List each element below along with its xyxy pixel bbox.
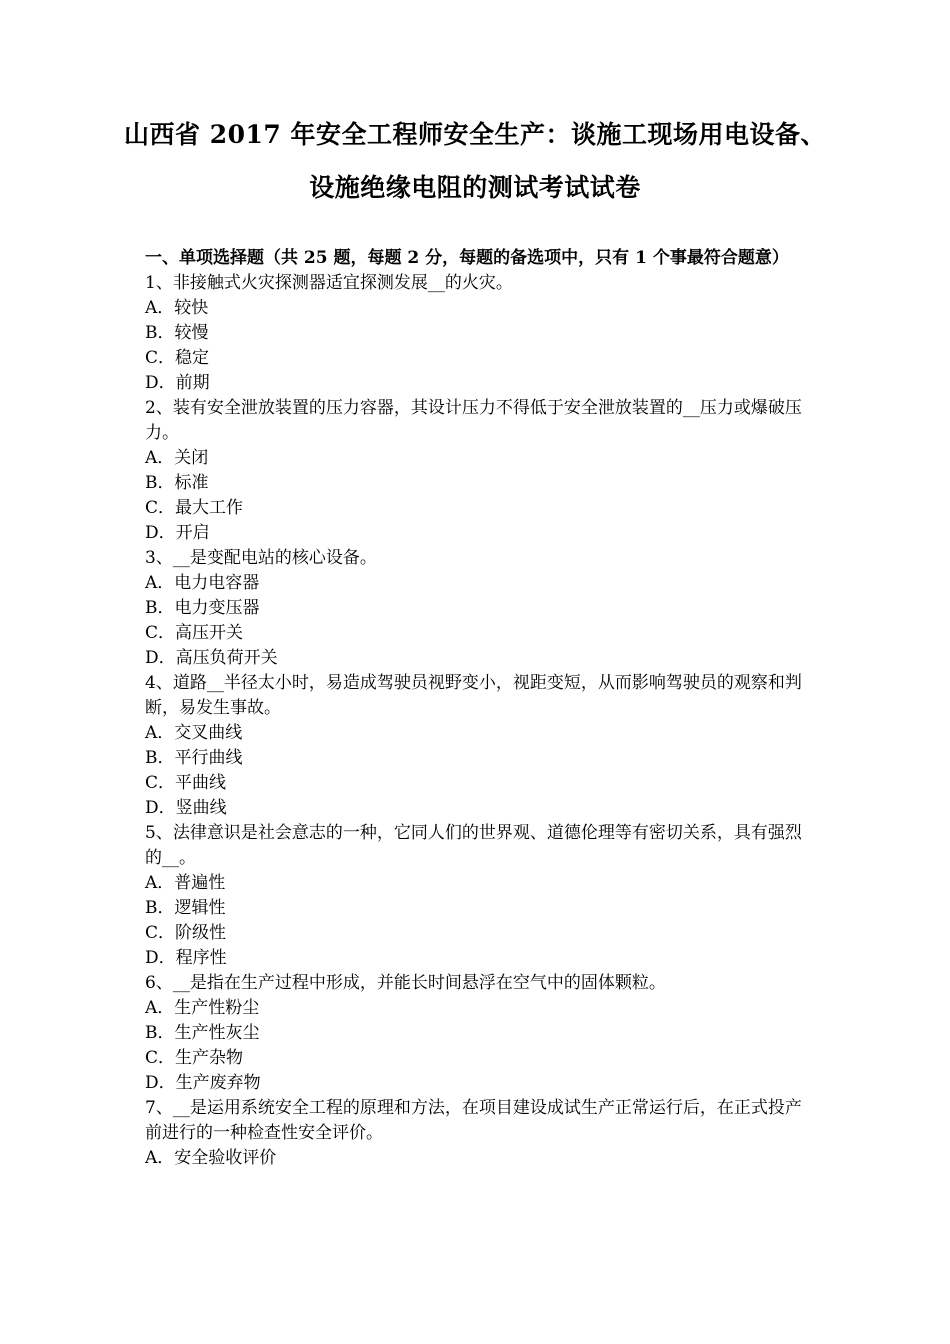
option-d: D．程序性 bbox=[145, 948, 227, 968]
question-5 bbox=[145, 821, 810, 971]
option-b: B．电力变压器 bbox=[145, 598, 260, 618]
option-d: D．开启 bbox=[145, 523, 210, 543]
option-a: A．电力电容器 bbox=[145, 573, 260, 593]
option-b: B．生产性灰尘 bbox=[145, 1023, 260, 1043]
option-d: D．生产废弃物 bbox=[145, 1073, 261, 1093]
question-list bbox=[145, 246, 810, 1171]
option-d: D．竖曲线 bbox=[145, 798, 227, 818]
option-b: B．标准 bbox=[145, 473, 209, 493]
option-c: C．阶级性 bbox=[145, 923, 227, 943]
question-stem: 4、道路__半径太小时，易造成驾驶员视野变小，视距变短，从而影响驾驶员的观察和判断，易发生事故。 bbox=[145, 673, 802, 718]
option-a: A．关闭 bbox=[145, 448, 209, 468]
question-stem: 7、__是运用系统安全工程的原理和方法，在项目建设成试生产正常运行后，在正式投产前进行的一种检查性安全评价。 bbox=[145, 1098, 802, 1143]
document-title-line-1: 山西省 2017 年安全工程师安全生产：谈施工现场用电设备、 bbox=[124, 120, 826, 149]
option-a: A．生产性粉尘 bbox=[145, 998, 260, 1018]
question-stem: 2、装有安全泄放装置的压力容器，其设计压力不得低于安全泄放装置的__压力或爆破压力。 bbox=[145, 398, 802, 443]
option-b: B．逻辑性 bbox=[145, 898, 226, 918]
question-3 bbox=[145, 546, 810, 671]
option-a: A．普遍性 bbox=[145, 873, 226, 893]
option-a: A．交叉曲线 bbox=[145, 723, 243, 743]
question-1 bbox=[145, 271, 810, 396]
question-stem: 3、__是变配电站的核心设备。 bbox=[145, 548, 377, 568]
question-stem: 5、法律意识是社会意志的一种，它同人们的世界观、道德伦理等有密切关系，具有强烈的__。 bbox=[145, 823, 802, 868]
option-c: C．稳定 bbox=[145, 348, 210, 368]
option-c: C．高压开关 bbox=[145, 623, 244, 643]
question-7 bbox=[145, 1096, 810, 1171]
question-6 bbox=[145, 971, 810, 1096]
question-stem: 1、非接触式火灾探测器适宜探测发展__的火灾。 bbox=[145, 273, 513, 293]
option-d: D．高压负荷开关 bbox=[145, 648, 278, 668]
section-heading: 一、单项选择题（共 25 题，每题 2 分，每题的备选项中，只有 1 个事最符合题意） bbox=[145, 248, 789, 268]
question-stem: 6、__是指在生产过程中形成，并能长时间悬浮在空气中的固体颗粒。 bbox=[145, 973, 666, 993]
option-c: C．最大工作 bbox=[145, 498, 244, 518]
option-c: C．生产杂物 bbox=[145, 1048, 244, 1068]
option-c: C．平曲线 bbox=[145, 773, 227, 793]
option-a: A．安全验收评价 bbox=[145, 1148, 277, 1168]
option-a: A．较快 bbox=[145, 298, 209, 318]
question-2 bbox=[145, 396, 810, 546]
option-d: D．前期 bbox=[145, 373, 210, 393]
question-4 bbox=[145, 671, 810, 821]
option-b: B．较慢 bbox=[145, 323, 209, 343]
option-b: B．平行曲线 bbox=[145, 748, 243, 768]
document-title-line-2: 设施绝缘电阻的测试考试试卷 bbox=[309, 173, 641, 202]
